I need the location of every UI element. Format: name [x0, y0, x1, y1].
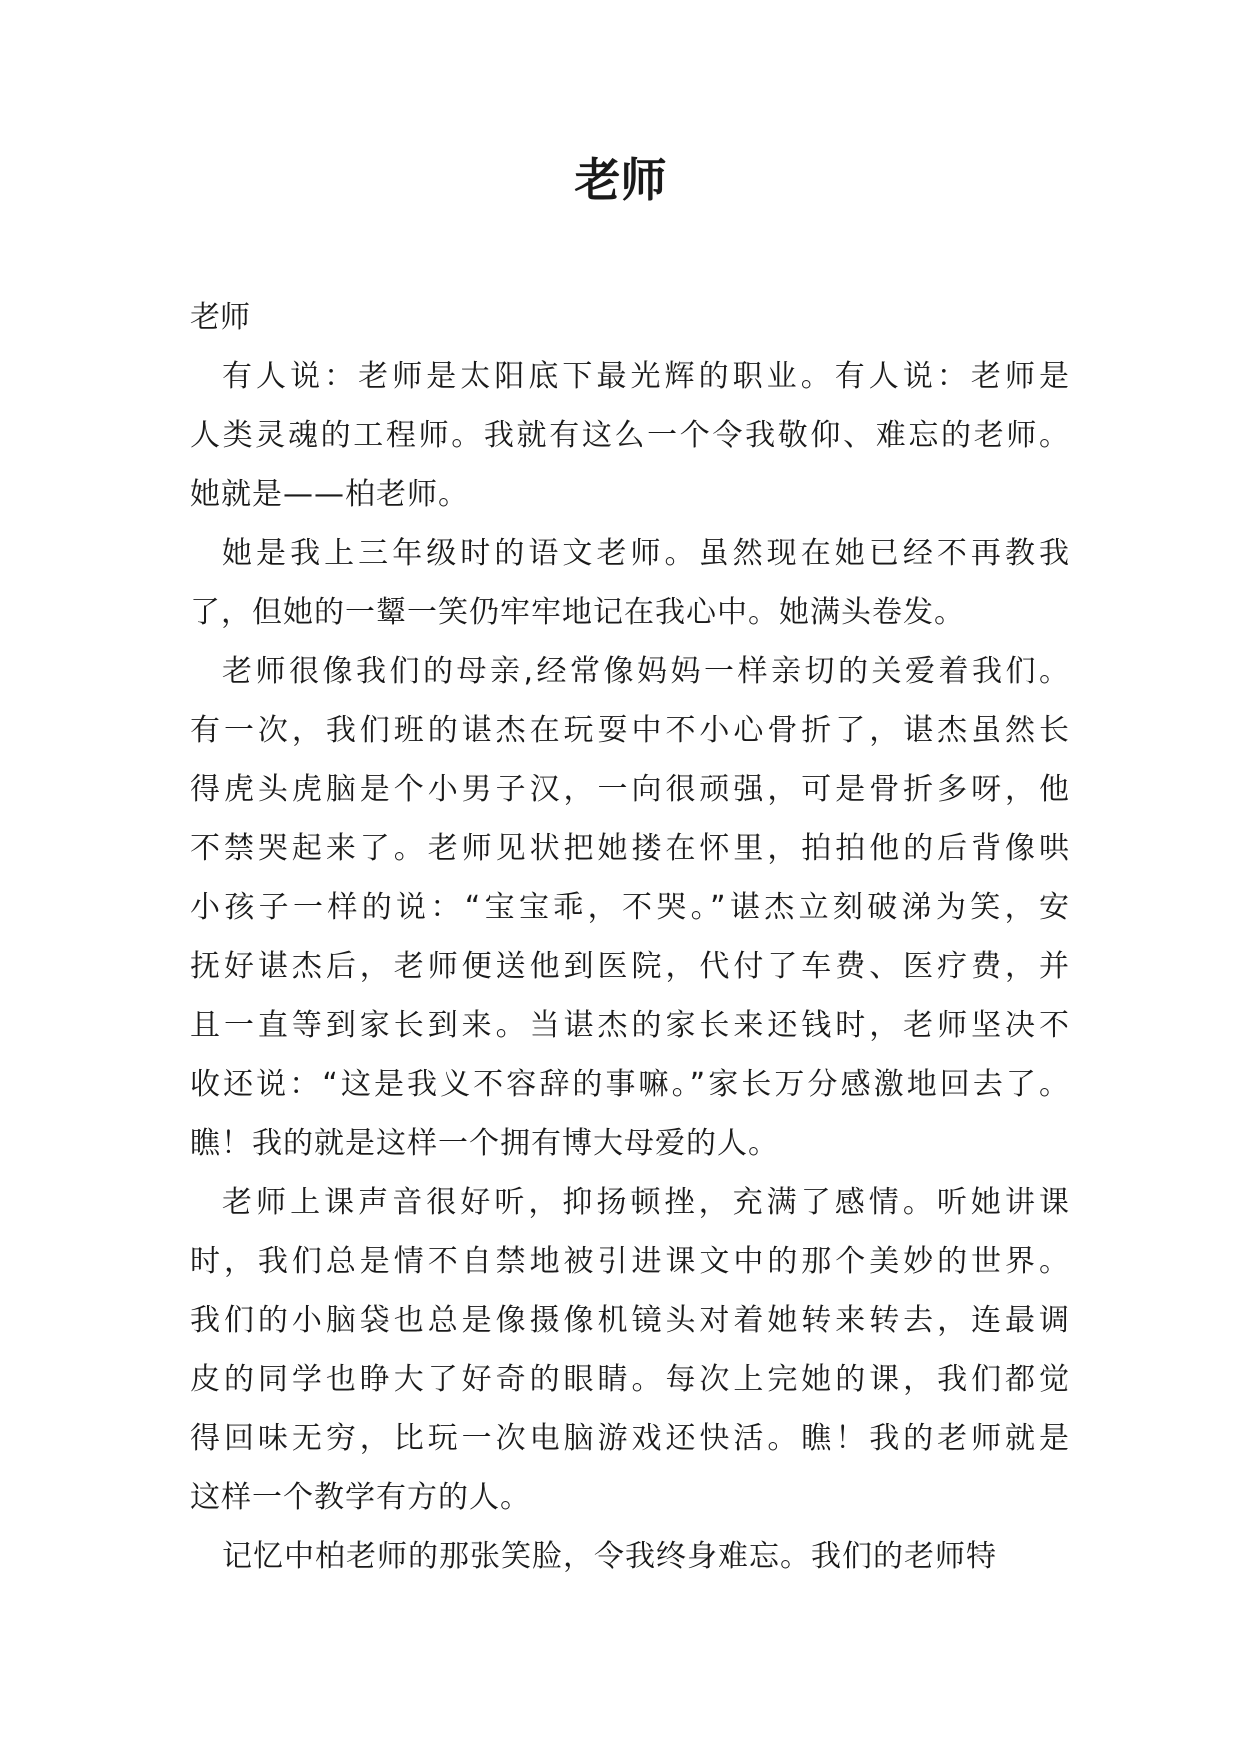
paragraph-line: 有人说：老师是太阳底下最光辉的职业。有人说：老师是: [222, 359, 1070, 394]
paragraph-line: 且一直等到家长到来。当谌杰的家长来还钱时，老师坚决不: [190, 1008, 1070, 1043]
paragraph-3: [190, 642, 1070, 1173]
paragraph-line: 老师上课声音很好听，抑扬顿挫，充满了感情。听她讲课: [222, 1185, 1070, 1220]
document-title: 老师: [574, 153, 667, 207]
paragraph-line: 这样一个教学有方的人。: [190, 1480, 531, 1515]
paragraph-line: 我们的小脑袋也总是像摄像机镜头对着她转来转去，连最调: [190, 1303, 1070, 1338]
paragraph-4: [190, 1173, 1070, 1527]
paragraph-line: 记忆中柏老师的那张笑脸，令我终身难忘。我们的老师特: [222, 1539, 997, 1574]
document-subtitle: 老师: [190, 300, 250, 335]
paragraph-line: 她就是——柏老师。: [190, 477, 469, 512]
paragraph-line: 时，我们总是情不自禁地被引进课文中的那个美妙的世界。: [190, 1244, 1070, 1279]
paragraph-line: 了，但她的一颦一笑仍牢牢地记在我心中。她满头卷发。: [190, 595, 965, 630]
paragraph-line: 人类灵魂的工程师。我就有这么一个令我敬仰、难忘的老师。: [190, 418, 1070, 453]
paragraph-line: 瞧！我的就是这样一个拥有博大母爱的人。: [190, 1126, 779, 1161]
paragraph-line: 老师很像我们的母亲,经常像妈妈一样亲切的关爱着我们。: [222, 654, 1070, 689]
paragraph-line: 得回味无穷，比玩一次电脑游戏还快活。瞧！我的老师就是: [190, 1421, 1070, 1456]
paragraph-line: 皮的同学也睁大了好奇的眼睛。每次上完她的课，我们都觉: [190, 1362, 1070, 1397]
paragraph-5: [190, 1527, 1070, 1586]
paragraph-2: [190, 524, 1070, 642]
paragraph-line: 收还说：“这是我义不容辞的事嘛。”家长万分感激地回去了。: [190, 1067, 1070, 1102]
paragraph-line: 小孩子一样的说：“宝宝乖，不哭。”谌杰立刻破涕为笑，安: [190, 890, 1070, 925]
paragraph-line: 抚好谌杰后，老师便送他到医院，代付了车费、医疗费，并: [190, 949, 1070, 984]
paragraph-line: 她是我上三年级时的语文老师。虽然现在她已经不再教我: [222, 536, 1070, 571]
paragraph-line: 有一次，我们班的谌杰在玩耍中不小心骨折了，谌杰虽然长: [190, 713, 1070, 748]
paragraph-line: 不禁哭起来了。老师见状把她搂在怀里，拍拍他的后背像哄: [190, 831, 1070, 866]
paragraph-1: [190, 347, 1070, 524]
paragraph-line: 得虎头虎脑是个小男子汉，一向很顽强，可是骨折多呀，他: [190, 772, 1070, 807]
document-body: [190, 288, 1070, 1586]
